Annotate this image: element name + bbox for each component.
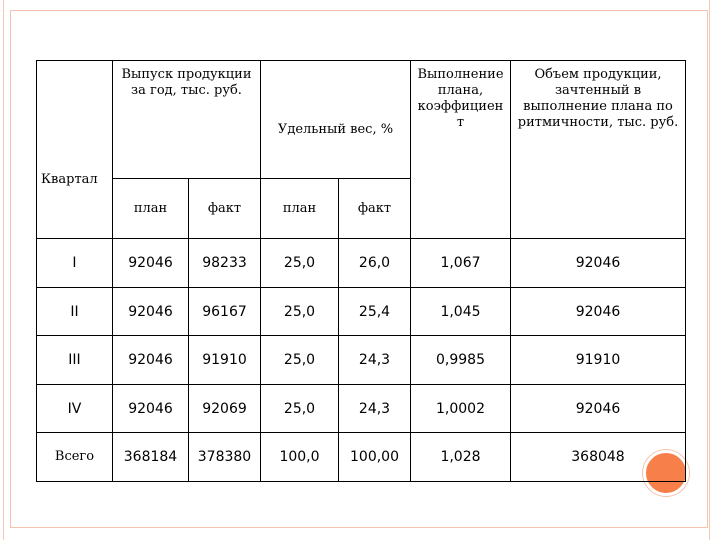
table-row xyxy=(37,288,686,336)
left-border-line xyxy=(3,0,4,540)
fulfillment-header: Выполнение плана, коэффициен т xyxy=(417,67,504,130)
quarter-cell: III xyxy=(37,336,113,385)
total-row xyxy=(37,433,686,482)
share-fact-cell: 26,0 xyxy=(339,239,411,288)
volume-cell: 92046 xyxy=(511,288,686,336)
share-plan-cell: 25,0 xyxy=(261,336,339,385)
plan-cell: 92046 xyxy=(113,288,189,336)
fact-header-1: факт xyxy=(189,179,261,239)
plan-header-2: план xyxy=(261,179,339,239)
share-plan-cell: 25,0 xyxy=(261,385,339,433)
quarter-cell: IV xyxy=(37,385,113,433)
plan-header-1: план xyxy=(113,179,189,239)
quarter-header-spacer xyxy=(37,179,113,239)
fact-cell: 98233 xyxy=(189,239,261,288)
fulfillment-header-cell xyxy=(411,61,511,239)
fact-header-2: факт xyxy=(339,179,411,239)
fact-cell: 91910 xyxy=(189,336,261,385)
plan-cell: 92046 xyxy=(113,239,189,288)
fact-cell: 96167 xyxy=(189,288,261,336)
header-row-1 xyxy=(37,61,686,179)
coef-cell: 1,0002 xyxy=(411,385,511,433)
volume-cell: 91910 xyxy=(511,336,686,385)
quarter-header: Квартал xyxy=(41,171,98,187)
coef-cell: 1,028 xyxy=(411,433,511,482)
rhythm-volume-header: Объем продукции, зачтенный в выполнение плана по ритмичности, тыс. руб. xyxy=(517,67,679,130)
volume-cell: 92046 xyxy=(511,239,686,288)
share-plan-cell: 100,0 xyxy=(261,433,339,482)
plan-cell: 92046 xyxy=(113,385,189,433)
share-plan-cell: 25,0 xyxy=(261,288,339,336)
quarter-header-cell xyxy=(37,61,113,187)
coef-cell: 1,067 xyxy=(411,239,511,288)
share-plan-cell: 25,0 xyxy=(261,239,339,288)
output-header-cell xyxy=(113,61,261,179)
plan-cell: 368184 xyxy=(113,433,189,482)
total-label-cell: Всего xyxy=(37,433,113,482)
output-header: Выпуск продукции за год, тыс. руб. xyxy=(121,67,252,98)
share-fact-cell: 24,3 xyxy=(339,336,411,385)
quarterly-output-table xyxy=(36,60,686,482)
right-border-line xyxy=(709,0,710,540)
coef-cell: 0,9985 xyxy=(411,336,511,385)
share-header: Удельный вес, % xyxy=(277,121,394,137)
share-header-cell xyxy=(261,61,411,179)
table-row xyxy=(37,336,686,385)
coef-cell: 1,045 xyxy=(411,288,511,336)
table-row xyxy=(37,385,686,433)
fact-cell: 92069 xyxy=(189,385,261,433)
quarter-cell: I xyxy=(37,239,113,288)
share-fact-cell: 100,00 xyxy=(339,433,411,482)
fact-cell: 378380 xyxy=(189,433,261,482)
share-fact-cell: 25,4 xyxy=(339,288,411,336)
plan-cell: 92046 xyxy=(113,336,189,385)
share-fact-cell: 24,3 xyxy=(339,385,411,433)
rhythm-volume-header-cell xyxy=(511,61,686,239)
volume-cell: 368048 xyxy=(511,433,686,482)
volume-cell: 92046 xyxy=(511,385,686,433)
table-row xyxy=(37,239,686,288)
quarter-cell: II xyxy=(37,288,113,336)
